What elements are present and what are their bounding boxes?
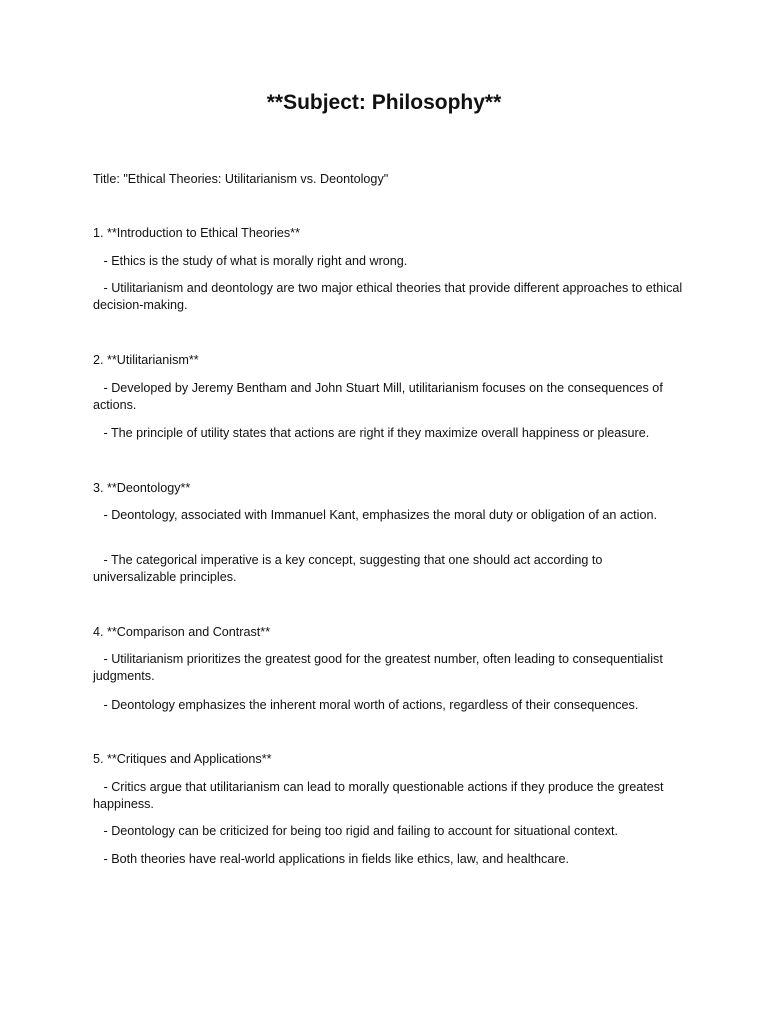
bullet-text: - The principle of utility states that actions are right if they maximize overall happiness or pleasure.: [93, 426, 650, 440]
bullet-text: - Critics argue that utilitarianism can lead to morally questionable actions if they produce the greatest happiness.: [93, 780, 668, 811]
bullet-text: - Deontology emphasizes the inherent moral worth of actions, regardless of their consequences.: [93, 698, 639, 712]
bullet-text: - Utilitarianism prioritizes the greatest good for the greatest number, often leading to consequentialist judgments.: [93, 652, 667, 683]
bullet-text: - The categorical imperative is a key concept, suggesting that one should act according to universalizable principles.: [93, 553, 606, 584]
section-heading-introduction: 1. **Introduction to Ethical Theories**: [93, 226, 300, 240]
bullet-text: - Ethics is the study of what is morally right and wrong.: [93, 254, 408, 268]
section-heading-critiques: 5. **Critiques and Applications**: [93, 752, 272, 766]
document-title-line: Title: "Ethical Theories: Utilitarianism vs. Deontology": [93, 172, 389, 186]
bullet-text: - Utilitarianism and deontology are two major ethical theories that provide different approaches to ethical decision-making.: [93, 281, 686, 312]
section-heading-comparison: 4. **Comparison and Contrast**: [93, 625, 271, 639]
bullet-text: - Deontology can be criticized for being too rigid and failing to account for situational context.: [93, 824, 619, 838]
section-heading-deontology: 3. **Deontology**: [93, 481, 191, 495]
bullet-text: - Both theories have real-world applications in fields like ethics, law, and healthcare.: [93, 852, 570, 866]
section-heading-utilitarianism: 2. **Utilitarianism**: [93, 353, 199, 367]
subject-heading: **Subject: Philosophy**: [266, 91, 502, 114]
bullet-text: - Deontology, associated with Immanuel Kant, emphasizes the moral duty or obligation of an action.: [93, 508, 657, 522]
bullet-text: - Developed by Jeremy Bentham and John Stuart Mill, utilitarianism focuses on the consequences of actions.: [93, 381, 667, 412]
